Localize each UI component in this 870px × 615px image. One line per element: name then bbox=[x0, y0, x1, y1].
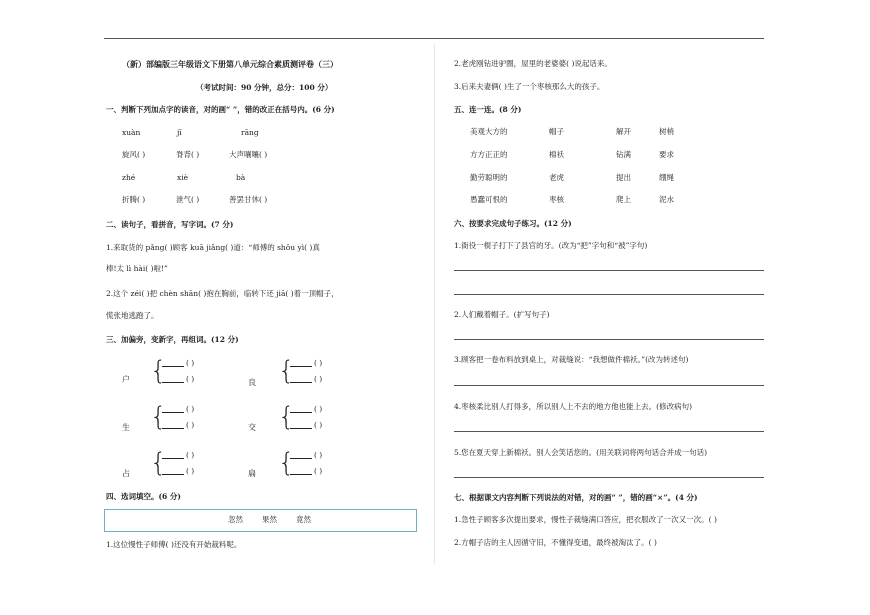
answer-line bbox=[454, 431, 764, 432]
brace: { bbox=[278, 402, 295, 432]
blank-line bbox=[290, 358, 322, 367]
answer-paren: ( ) bbox=[314, 420, 323, 430]
brace: { bbox=[150, 356, 167, 386]
answer-paren: ( ) bbox=[186, 466, 195, 476]
base-char: 占 bbox=[122, 469, 130, 478]
word-item: 大声嚷嚷( ) bbox=[229, 150, 268, 159]
answer-paren: ( ) bbox=[186, 358, 195, 368]
answer-paren: ( ) bbox=[186, 404, 195, 414]
sentence: 5.您在夏天穿上新棉袄。别人会笑话您的。(用关联词将两句话合并成一句话) bbox=[454, 448, 708, 457]
base-char: 户 bbox=[122, 375, 130, 384]
q3-heading: 三、加偏旁，变新字，再组词。(12 分) bbox=[106, 335, 239, 344]
word-item: 折腾( ) bbox=[122, 195, 146, 204]
match-item: 老虎 bbox=[549, 173, 564, 182]
answer-paren: ( ) bbox=[186, 450, 195, 460]
answer-line bbox=[454, 477, 764, 478]
blank-line bbox=[162, 374, 194, 383]
answer-paren: ( ) bbox=[314, 404, 323, 414]
pinyin: bà bbox=[236, 173, 246, 182]
column-divider bbox=[434, 44, 435, 564]
word-item: 旋风( ) bbox=[122, 150, 146, 159]
match-item: 提出 bbox=[616, 173, 631, 182]
sentence: 1.急性子顾客多次提出要求，慢性子裁缝满口答应，把衣服改了一次又一次。( ) bbox=[454, 515, 717, 524]
word-item: 泄气( ) bbox=[176, 195, 200, 204]
blank-line bbox=[162, 450, 194, 459]
sentence: 1.来取货的 pǎng( )顾客 kuā jiǎng( )道：“师傅的 shǒu yì( )真 bbox=[106, 243, 320, 252]
sentence: 4.枣核柔比别人打得多，所以别人上不去的地方他也能上去。(修改病句) bbox=[454, 402, 693, 411]
blank-line bbox=[290, 420, 322, 429]
q1-heading: 一、判断下列加点字的读音，对的画“ ”，错的改正在括号内。(6 分) bbox=[106, 105, 335, 114]
q7-heading: 七、根据课文内容判断下列说法的对错，对的画“ ”，错的画“×”。(4 分) bbox=[454, 493, 698, 502]
blank-line bbox=[290, 466, 322, 475]
blank-line bbox=[162, 358, 194, 367]
pinyin: rāng bbox=[241, 128, 259, 137]
pinyin: xiè bbox=[177, 173, 189, 182]
answer-line bbox=[454, 339, 764, 340]
match-item: 方方正正的 bbox=[470, 150, 508, 159]
answer-line bbox=[454, 294, 764, 295]
base-char: 交 bbox=[248, 423, 256, 432]
answer-paren: ( ) bbox=[186, 420, 195, 430]
blank-line bbox=[290, 404, 322, 413]
word-option: 果然 bbox=[262, 515, 277, 524]
q6-heading: 六、按要求完成句子练习。(12 分) bbox=[454, 219, 572, 228]
brace: { bbox=[150, 402, 167, 432]
page-title: （新）部编版三年级语文下册第八单元综合素质测评卷（三） bbox=[122, 59, 338, 69]
match-item: 树梢 bbox=[659, 127, 674, 136]
sentence: 3.顾客把一卷布料放到桌上，对裁缝说：“我想做件棉袄。”(改为转述句) bbox=[454, 355, 689, 364]
match-item: 枣核 bbox=[549, 195, 564, 204]
match-item: 帽子 bbox=[549, 127, 564, 136]
match-item: 勤劳聪明的 bbox=[470, 173, 508, 182]
sentence: 棒!太 lì hài( )啦!” bbox=[106, 264, 168, 273]
top-rule bbox=[104, 38, 764, 39]
pinyin: xuàn bbox=[122, 128, 141, 137]
pinyin: jī bbox=[177, 128, 182, 137]
brace: { bbox=[150, 448, 167, 478]
answer-paren: ( ) bbox=[314, 374, 323, 384]
sentence: 1.衙役一棍子打下了县官的牙。(改为“把”字句和“被”字句) bbox=[454, 241, 648, 250]
sentence: 2.这个 zéi( )把 chèn shān( )抱在胸前，临转下还 jiā( )着一顶帽子， bbox=[106, 289, 339, 298]
q4-heading: 四、选词填空。(6 分) bbox=[106, 492, 181, 501]
blank-line bbox=[162, 466, 194, 475]
answer-line bbox=[454, 270, 764, 271]
answer-paren: ( ) bbox=[314, 450, 323, 460]
word-option: 忽然 bbox=[228, 515, 243, 524]
match-item: 泥水 bbox=[659, 195, 674, 204]
answer-line bbox=[454, 385, 764, 386]
sentence: 2.人们戴着帽子。(扩写句子) bbox=[454, 310, 550, 319]
blank-line bbox=[290, 374, 322, 383]
base-char: 扁 bbox=[248, 469, 256, 478]
match-item: 要求 bbox=[659, 150, 674, 159]
match-item: 解开 bbox=[616, 127, 631, 136]
blank-line bbox=[162, 404, 194, 413]
match-item: 爬上 bbox=[616, 195, 631, 204]
sentence: 2.方帽子店的主人因循守旧，不懂得变通，最终被淘汰了。( ) bbox=[454, 538, 657, 547]
sentence: 1.这位慢性子师傅( )还没有开始裁料呢。 bbox=[106, 540, 242, 549]
q5-heading: 五、连一连。(8 分) bbox=[454, 105, 522, 114]
match-item: 愚蠢可恨的 bbox=[470, 195, 508, 204]
word-item: 脊背( ) bbox=[176, 150, 200, 159]
match-item: 钻满 bbox=[616, 150, 631, 159]
pinyin: zhé bbox=[122, 173, 136, 182]
q2-heading: 二、读句子，看拼音，写字词。(7 分) bbox=[106, 220, 234, 229]
sentence: 2.老虎刚钻进驴圈，屋里的老婆婆( )说起话来。 bbox=[454, 59, 612, 68]
word-item: 善罢甘休( ) bbox=[229, 195, 268, 204]
blank-line bbox=[290, 450, 322, 459]
base-char: 良 bbox=[248, 378, 256, 387]
sentence: 慌张地逃跑了。 bbox=[106, 311, 159, 320]
match-item: 绷绳 bbox=[659, 173, 674, 182]
word-bank bbox=[104, 509, 417, 532]
brace: { bbox=[278, 356, 295, 386]
answer-paren: ( ) bbox=[314, 358, 323, 368]
blank-line bbox=[162, 420, 194, 429]
match-item: 美观大方的 bbox=[470, 127, 508, 136]
sentence: 3.后来夫妻俩( )生了一个枣核那么大的孩子。 bbox=[454, 82, 605, 91]
brace: { bbox=[278, 448, 295, 478]
word-option: 竟然 bbox=[296, 515, 311, 524]
match-item: 棉袄 bbox=[549, 150, 564, 159]
answer-paren: ( ) bbox=[186, 374, 195, 384]
page-subtitle: （考试时间：90 分钟，总分：100 分） bbox=[196, 83, 333, 92]
base-char: 生 bbox=[122, 423, 130, 432]
answer-paren: ( ) bbox=[314, 466, 323, 476]
